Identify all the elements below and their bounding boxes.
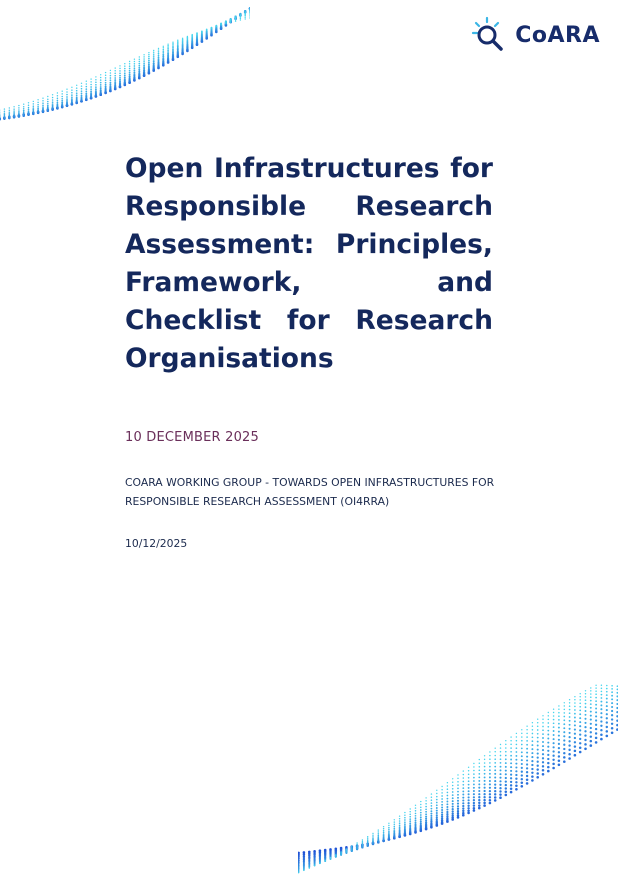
decorative-dot-wave-top — [0, 0, 250, 150]
numeric-date: 10/12/2025 — [125, 537, 188, 550]
logo-wordmark: CoARA — [515, 22, 600, 48]
working-group-name: COARA WORKING GROUP - TOWARDS OPEN INFRASTRUCTURES FOR RESPONSIBLE RESEARCH ASSESSMENT (OI4RRA) — [125, 476, 495, 508]
magnifier-sparkle-icon — [471, 16, 509, 54]
coara-logo — [471, 16, 600, 54]
document-title: Open Infrastructures for Responsible Research Assessment: Principles, Framework, and Checklist for Research Organisations — [125, 153, 493, 374]
decorative-dot-wave-bottom — [298, 684, 618, 874]
publication-date: 10 DECEMBER 2025 — [125, 430, 259, 445]
